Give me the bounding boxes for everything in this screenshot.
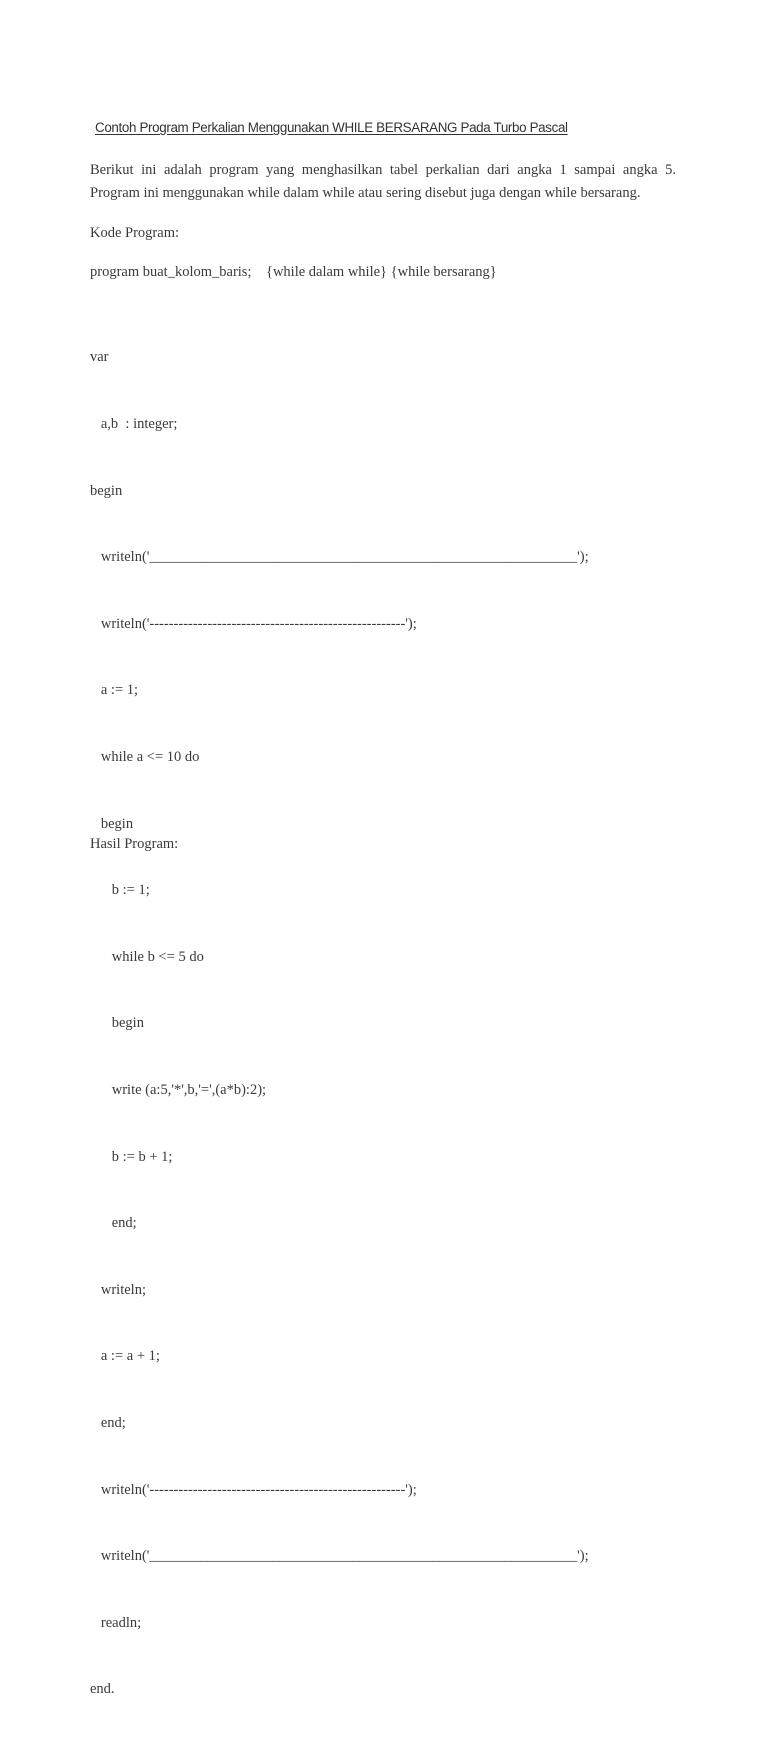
code-line: readln; <box>90 1614 142 1631</box>
code-line: a := a + 1; <box>90 1348 160 1365</box>
code-line: end. <box>90 1681 115 1698</box>
code-line: write (a:5,'*',b,'=',(a*b):2); <box>90 1081 267 1098</box>
code-line: a := 1; <box>90 682 139 699</box>
code-line: writeln('-----------------------------------------------------'); <box>90 1481 417 1498</box>
intro-paragraph <box>90 159 676 205</box>
intro-line-1: Berikut ini adalah program yang menghasilkan tabel perkalian dari angka 1 sampai angka 5. <box>90 162 676 178</box>
code-line: begin <box>90 482 123 499</box>
code-line: end; <box>90 1215 137 1232</box>
code-listing <box>90 302 589 1745</box>
code-line: writeln; <box>90 1281 146 1298</box>
code-line: while b <= 5 do <box>90 948 204 965</box>
code-line: writeln('-----------------------------------------------------'); <box>90 615 417 632</box>
code-line: a,b : integer; <box>90 416 178 432</box>
hasil-program-label: Hasil Program: <box>90 836 179 852</box>
intro-line-2: Program ini menggunakan while dalam while atau sering disebut juga dengan while bersarang. <box>90 185 641 201</box>
kode-program-label: Kode Program: <box>90 225 179 241</box>
code-line: begin <box>90 1015 144 1032</box>
code-line: b := b + 1; <box>90 1148 173 1165</box>
code-line: while a <= 10 do <box>90 748 200 765</box>
code-line: writeln('___________________________________________________________'); <box>90 1548 589 1565</box>
program-header-line: program buat_kolom_baris; {while dalam while} {while bersarang} <box>90 264 497 280</box>
code-line: writeln('___________________________________________________________'); <box>90 549 589 566</box>
code-line: b := 1; <box>90 882 150 899</box>
code-line: begin <box>90 815 134 832</box>
code-line: end; <box>90 1414 126 1431</box>
document-title: Contoh Program Perkalian Menggunakan WHILE BERSARANG Pada Turbo Pascal <box>95 120 568 135</box>
code-line: var <box>90 349 109 366</box>
